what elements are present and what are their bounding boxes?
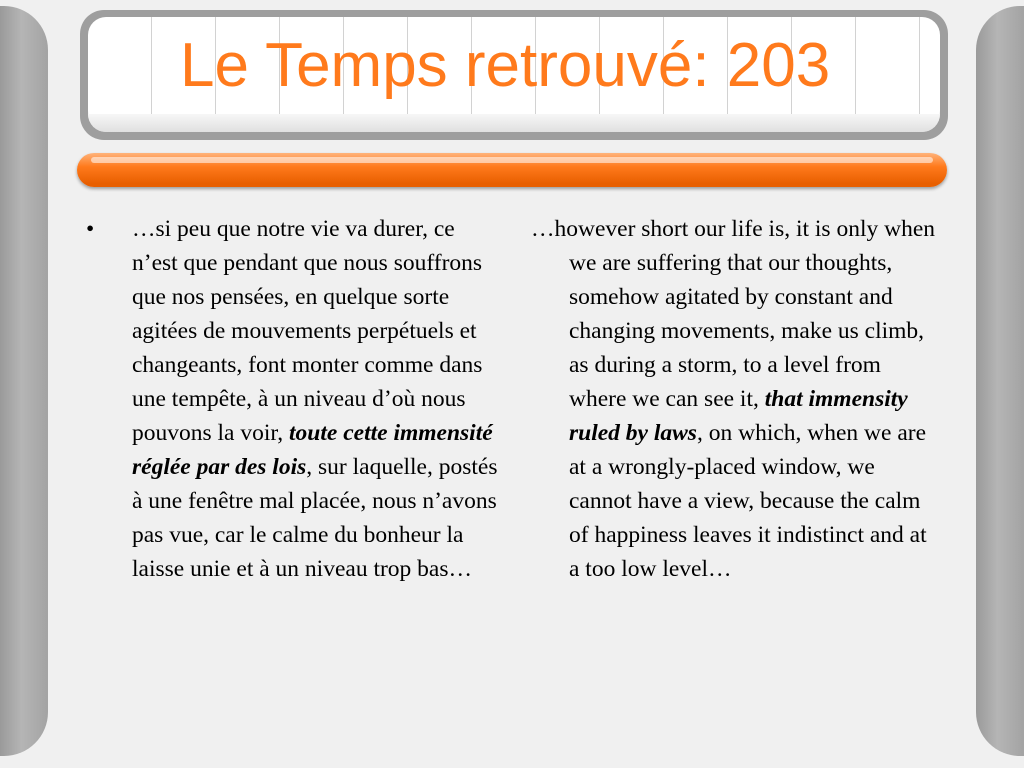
english-emphasis: that immensity ruled by laws (569, 386, 908, 446)
right-decorative-tab (976, 6, 1024, 756)
english-translation-column (531, 212, 941, 586)
left-decorative-tab (0, 6, 48, 756)
accent-bar (77, 153, 947, 187)
english-translation (531, 212, 941, 586)
french-text-after: , sur laquelle, postés à une fenêtre mal placée, nous n’avons pas vue, car le calme du bonheur la laisse unie et à un niveau trop bas… (132, 454, 498, 582)
bullet-item (80, 212, 500, 586)
bullet-marker: • (86, 216, 95, 242)
french-emphasis: toute cette immensité réglée par des lois (132, 420, 493, 480)
french-text-before: …si peu que notre vie va durer, ce n’est que pendant que nous souffrons que nos pensées, en quelque sorte agitées de mouvements perpétuels et changeants, font monter comme dans une tempête, à un niveau d’où nous pouvons la voir, (132, 216, 483, 446)
title-frame (80, 10, 948, 140)
slide-title: Le Temps retrouvé: 203 (180, 31, 831, 100)
french-quote-column (80, 212, 500, 586)
english-text-after: , on which, when we are at a wrongly-placed window, we cannot have a view, because the calm of happiness leaves it indistinct and at a too low level… (569, 420, 927, 582)
english-text-before: …however short our life is, it is only when we are suffering that our thoughts, somehow agitated by constant and changing movements, make us climb, as during a storm, to a level from where we can see it, (531, 216, 936, 412)
french-quote (132, 212, 500, 586)
